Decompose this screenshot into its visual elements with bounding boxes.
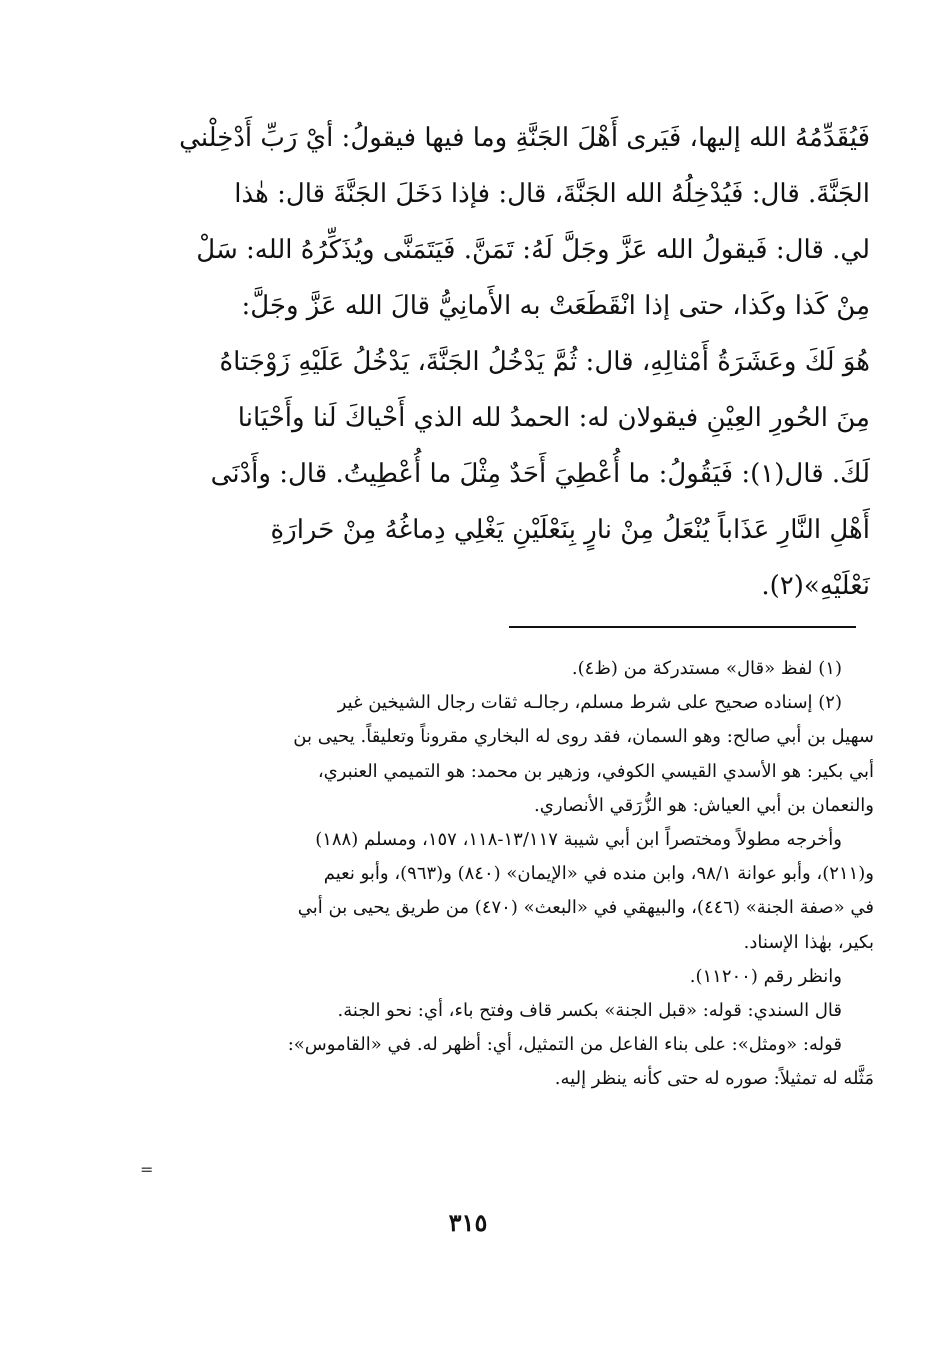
footnote-separator (509, 626, 856, 628)
footnote-line: قوله: «ومثل»: على بناء الفاعل من التمثيل، أي: أظهر له. في «القاموس»: (287, 1034, 842, 1056)
main-text-line: لي. قال: فَيقولُ الله عَزَّ وجَلَّ لَهُ: تَمَنَّ. فَيَتَمَنَّى ويُذَكِّرُهُ الله: سَلْ (196, 235, 870, 265)
main-text-line: لَكَ. قال(١): فَيَقُولُ: ما أُعْطِيَ أَحَدٌ مِثْلَ ما أُعْطِيتُ. قال: وأَدْنَى (210, 459, 870, 489)
main-text-line: الجَنَّةَ. قال: فَيُدْخِلُهُ الله الجَنَّةَ، قال: فإذا دَخَلَ الجَنَّةَ قال: هٰذا (234, 179, 870, 209)
main-text-line: مِنْ كَذا وكَذا، حتى إذا انْقَطَعَتْ به الأَمانِيُّ قالَ الله عَزَّ وجَلَّ: (241, 291, 870, 321)
footnote-line: وأخرجه مطولاً ومختصراً ابن أبي شيبة ١٣/١١٧-١١٨، ١٥٧، ومسلم (١٨٨) (315, 828, 842, 850)
main-text-line: نَعْلَيْهِ»(٢). (761, 571, 870, 601)
footnote-line: في «صفة الجنة» (٤٤٦)، والبيهقي في «البعث» (٤٧٠) من طريق يحيى بن أبي (297, 897, 874, 919)
footnote-line: مَثَّله له تمثيلاً: صوره له حتى كأنه ينظر إليه. (554, 1068, 874, 1090)
continuation-mark: = (140, 1160, 154, 1179)
main-text-line: مِنَ الحُورِ العِيْنِ فيقولان له: الحمدُ لله الذي أَحْياكَ لَنا وأَحْيَانا (237, 403, 870, 433)
footnote-line: قال السندي: قوله: «قبل الجنة» بكسر قاف وفتح باء، أي: نحو الجنة. (337, 999, 842, 1021)
footnote-line: بكير، بهٰذا الإسناد. (743, 931, 874, 953)
footnote-line: (٢) إسناده صحيح على شرط مسلم، رجالـه ثقات رجال الشيخين غير (337, 692, 842, 714)
footnote-line: سهيل بن أبي صالح: وهو السمان، فقد روى له البخاري مقروناً وتعليقاً. يحيى بن (293, 726, 874, 748)
main-text-line: هُوَ لَكَ وعَشَرَةُ أَمْثالِهِ، قال: ثُمَّ يَدْخُلُ الجَنَّةَ، يَدْخُلُ عَلَيْهِ زَوْجَتاهُ (219, 347, 870, 377)
main-text-block (158, 110, 870, 614)
footnote-line: وانظر رقم (١١٢٠٠). (689, 965, 842, 987)
footnotes-block (150, 652, 874, 1096)
footnote-line: و(٢١١)، وأبو عوانة ٩٨/١، وابن منده في «الإيمان» (٨٤٠) و(٩٦٣)، وأبو نعيم (323, 863, 874, 885)
page-number: ٣١٥ (448, 1208, 488, 1237)
main-text-line: فَيُقَدِّمُهُ الله إليها، فَيَرى أَهْلَ الجَنَّةِ وما فيها فيقولُ: أيْ رَبِّ أَدْخِلْني (179, 123, 870, 153)
footnote-line: (١) لفظ «قال» مستدركة من (ظ٤). (571, 658, 842, 679)
main-text-line: أَهْلِ النَّارِ عَذَاباً يُنْعَلُ مِنْ نارٍ بِنَعْلَيْنِ يَغْلِي دِماغُهُ مِنْ حَرارَةِ (270, 515, 870, 545)
footnote-line: أبي بكير: هو الأسدي القيسي الكوفي، وزهير بن محمد: هو التميمي العنبري، (317, 760, 874, 782)
footnote-line: والنعمان بن أبي العياش: هو الزُّرَقي الأنصاري. (534, 794, 874, 816)
